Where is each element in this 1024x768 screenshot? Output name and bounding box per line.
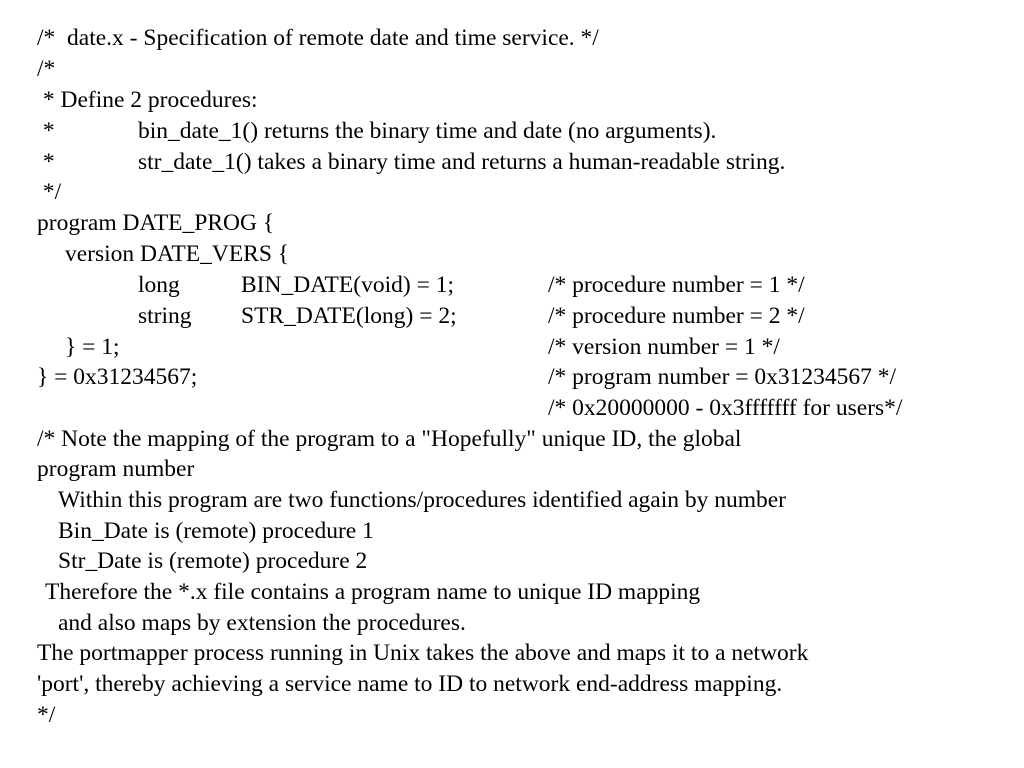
- proc-type-2: string: [138, 303, 192, 329]
- proc-comment-1: /* procedure number = 1 */: [548, 272, 805, 298]
- range-comment: /* 0x20000000 - 0x3fffffff for users*/: [548, 395, 903, 421]
- version-open-line: version DATE_VERS {: [65, 241, 290, 267]
- proc-comment-2: /* procedure number = 2 */: [548, 303, 805, 329]
- header-bullet-text-1: bin_date_1() returns the binary time and date (no arguments).: [138, 118, 717, 144]
- program-comment: /* program number = 0x31234567 */: [548, 364, 897, 390]
- header-bullet-star-2: *: [37, 149, 55, 175]
- program-open-line: program DATE_PROG {: [37, 210, 275, 236]
- note-line-3: Within this program are two functions/procedures identified again by number: [58, 487, 787, 513]
- proc-decl-1: BIN_DATE(void) = 1;: [241, 272, 454, 298]
- note-line-7: and also maps by extension the procedures.: [58, 610, 466, 636]
- header-define-line: * Define 2 procedures:: [37, 87, 258, 113]
- proc-decl-2: STR_DATE(long) = 2;: [241, 303, 457, 329]
- note-line-1: /* Note the mapping of the program to a "Hopefully" unique ID, the global: [37, 426, 742, 452]
- header-title-line: /* date.x - Specification of remote date and time service. */: [37, 25, 599, 51]
- header-comment-open: /*: [37, 56, 56, 82]
- note-line-5: Str_Date is (remote) procedure 2: [58, 548, 368, 574]
- note-line-6: Therefore the *.x file contains a program name to unique ID mapping: [45, 579, 701, 605]
- note-line-9: 'port', thereby achieving a service name to ID to network end-address mapping.: [37, 671, 783, 697]
- program-close-line: } = 0x31234567;: [37, 364, 198, 390]
- version-comment: /* version number = 1 */: [548, 334, 780, 360]
- header-bullet-text-2: str_date_1() takes a binary time and returns a human-readable string.: [138, 149, 786, 175]
- version-close-line: } = 1;: [65, 334, 120, 360]
- proc-type-1: long: [138, 272, 180, 298]
- note-comment-close: */: [37, 702, 56, 728]
- note-line-4: Bin_Date is (remote) procedure 1: [58, 518, 374, 544]
- note-line-2: program number: [37, 456, 195, 482]
- header-comment-close: */: [37, 179, 62, 205]
- note-line-8: The portmapper process running in Unix takes the above and maps it to a network: [37, 640, 809, 666]
- header-bullet-star-1: *: [37, 118, 55, 144]
